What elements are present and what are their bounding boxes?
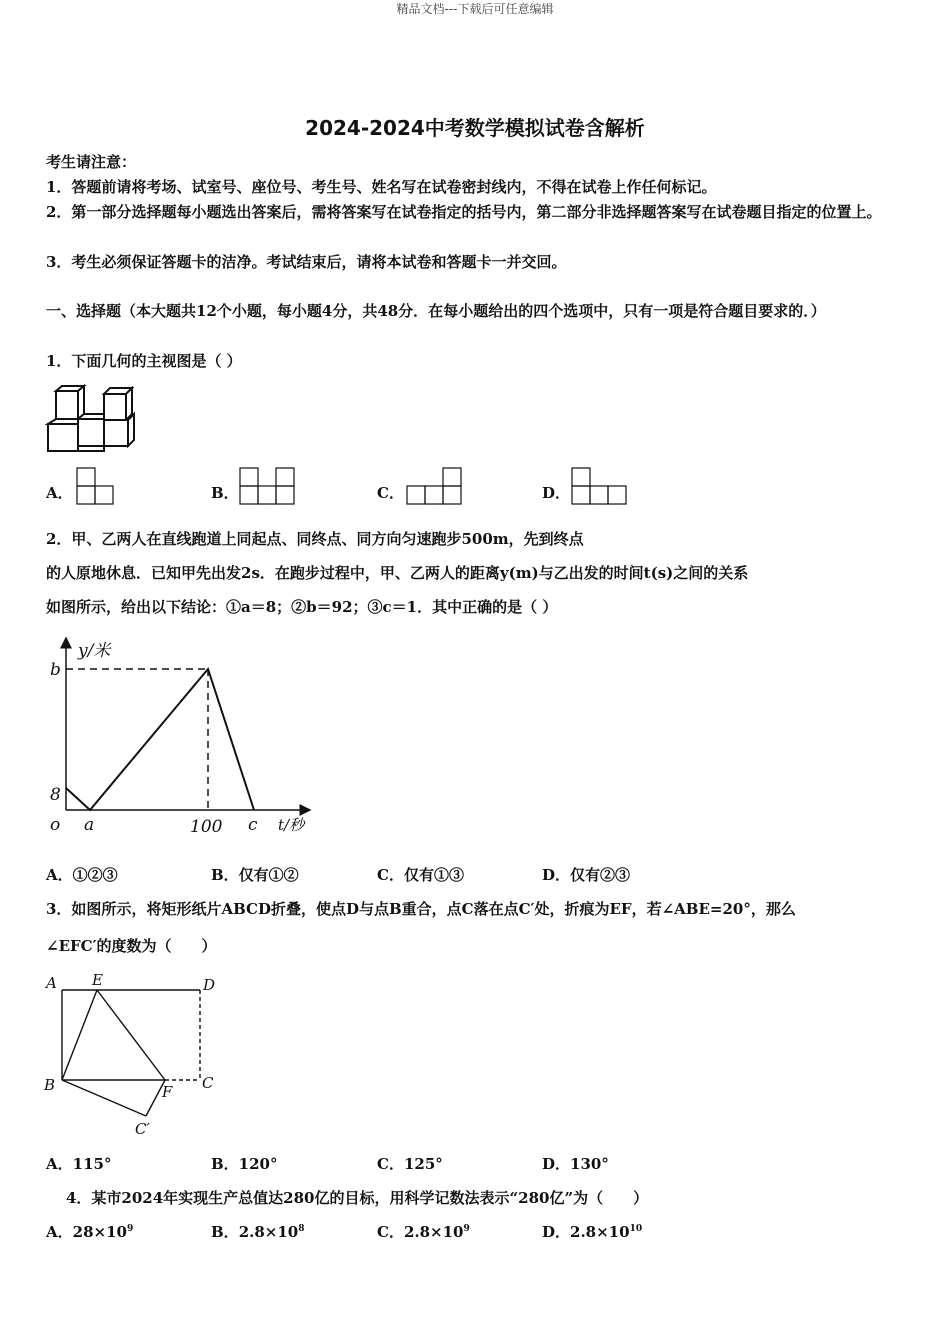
eight-label: 8	[50, 785, 61, 805]
q2-distance-time-graph	[44, 632, 324, 842]
q3-option-b[interactable]: B．120°	[211, 1155, 278, 1173]
option-exponent: 9	[126, 1224, 134, 1234]
q4-option-c[interactable]	[377, 1221, 470, 1242]
q3-stem-line2: ∠EFC′的度数为（ ）	[46, 937, 217, 955]
option-base: 2.8×10	[238, 1223, 299, 1241]
q1-option-d-figure	[570, 466, 630, 506]
notice-item: 2．第一部分选择题每小题选出答案后，需将答案写在试卷指定的括号内，第二部分非选择题答案写在试卷题目指定的位置上。	[46, 203, 882, 221]
origin-label: o	[50, 815, 61, 835]
q2-option-b[interactable]: B．仅有①②	[211, 866, 299, 884]
option-exponent: 9	[463, 1224, 470, 1234]
section-heading: 一、选择题（本大题共12个小题，每小题4分，共48分．在每小题给出的四个选项中，只有一项是符合题目要求的．）	[46, 302, 826, 320]
q3-option-d[interactable]: D．130°	[542, 1155, 609, 1173]
q2-stem-line3: 如图所示，给出以下结论：①a＝8；②b＝92；③c＝1．其中正确的是（ ）	[46, 598, 558, 616]
q2-stem-line2: 的人原地休息．已知甲先出发2s．在跑步过程中，甲、乙两人的距离y(m)与乙出发的时间t(s)之间的关系	[46, 564, 749, 582]
notice-heading: 考生请注意：	[46, 153, 137, 171]
q1-stem: 1．下面几何的主视图是（ ）	[46, 352, 242, 370]
distance-curve	[66, 669, 254, 810]
q3-option-c[interactable]: C．125°	[377, 1155, 443, 1173]
q1-option-c[interactable]: C．	[377, 484, 404, 502]
option-label: A．	[46, 1223, 73, 1241]
q1-option-b[interactable]: B．	[211, 484, 239, 502]
option-exponent: 8	[298, 1224, 305, 1234]
option-base: 2.8×10	[403, 1223, 464, 1241]
q2-stem-line1: 2．甲、乙两人在直线跑道上同起点、同终点、同方向匀速跑步500m，先到终点	[46, 530, 584, 548]
label-f: F	[162, 1083, 173, 1101]
notice-item: 1．答题前请将考场、试室号、座位号、考生号、姓名写在试卷密封线内，不得在试卷上作任何标记。	[46, 178, 717, 196]
notice-item: 3．考生必须保证答题卡的洁净。考试结束后，请将本试卷和答题卡一并交回。	[46, 253, 567, 271]
option-label: D．	[542, 1223, 571, 1241]
q1-option-b-figure	[238, 466, 298, 506]
q4-option-a[interactable]	[46, 1221, 133, 1242]
label-e: E	[92, 971, 103, 989]
label-b: B	[44, 1076, 56, 1094]
q2-option-a[interactable]: A．①②③	[46, 866, 118, 884]
label-c-prime: C′	[135, 1120, 150, 1138]
b-label: b	[50, 660, 61, 680]
option-label: B．	[211, 1223, 239, 1241]
q1-option-c-figure	[405, 466, 465, 506]
q3-stem-line1: 3．如图所示，将矩形纸片ABCD折叠，使点D与点B重合，点C落在点C′处，折痕为EF，若∠ABE=20°，那么	[46, 900, 796, 918]
option-exponent: 10	[629, 1224, 643, 1234]
q4-option-b[interactable]	[211, 1221, 305, 1242]
x-axis-label: t/秒	[278, 816, 305, 834]
q1-option-d[interactable]: D．	[542, 484, 571, 502]
label-d: D	[203, 976, 216, 994]
label-a: A	[46, 974, 57, 992]
label-c: C	[202, 1074, 214, 1092]
q1-option-a[interactable]: A．	[46, 484, 73, 502]
page-header: 精品文档---下载后可任意编辑	[396, 2, 554, 16]
option-base: 2.8×10	[570, 1223, 630, 1241]
q2-option-d[interactable]: D．仅有②③	[542, 866, 631, 884]
c-label: c	[248, 815, 258, 835]
q3-option-a[interactable]: A．115°	[46, 1155, 112, 1173]
page-title: 2024-2024中考数学模拟试卷含解析	[305, 116, 645, 140]
option-base: 28×10	[72, 1223, 127, 1241]
q4-stem: 4．某市2024年实现生产总值达280亿的目标，用科学记数法表示“280亿”为（ ）	[66, 1189, 649, 1207]
option-label: C．	[377, 1223, 404, 1241]
a-label: a	[84, 815, 95, 835]
y-axis-label: y/米	[78, 641, 111, 661]
q3-folding-figure	[42, 970, 232, 1140]
tick-100-label: 100	[190, 817, 223, 837]
q4-option-d[interactable]	[542, 1221, 642, 1242]
q2-option-c[interactable]: C．仅有①③	[377, 866, 464, 884]
q1-solid-figure	[44, 384, 144, 454]
q1-option-a-figure	[75, 466, 115, 506]
